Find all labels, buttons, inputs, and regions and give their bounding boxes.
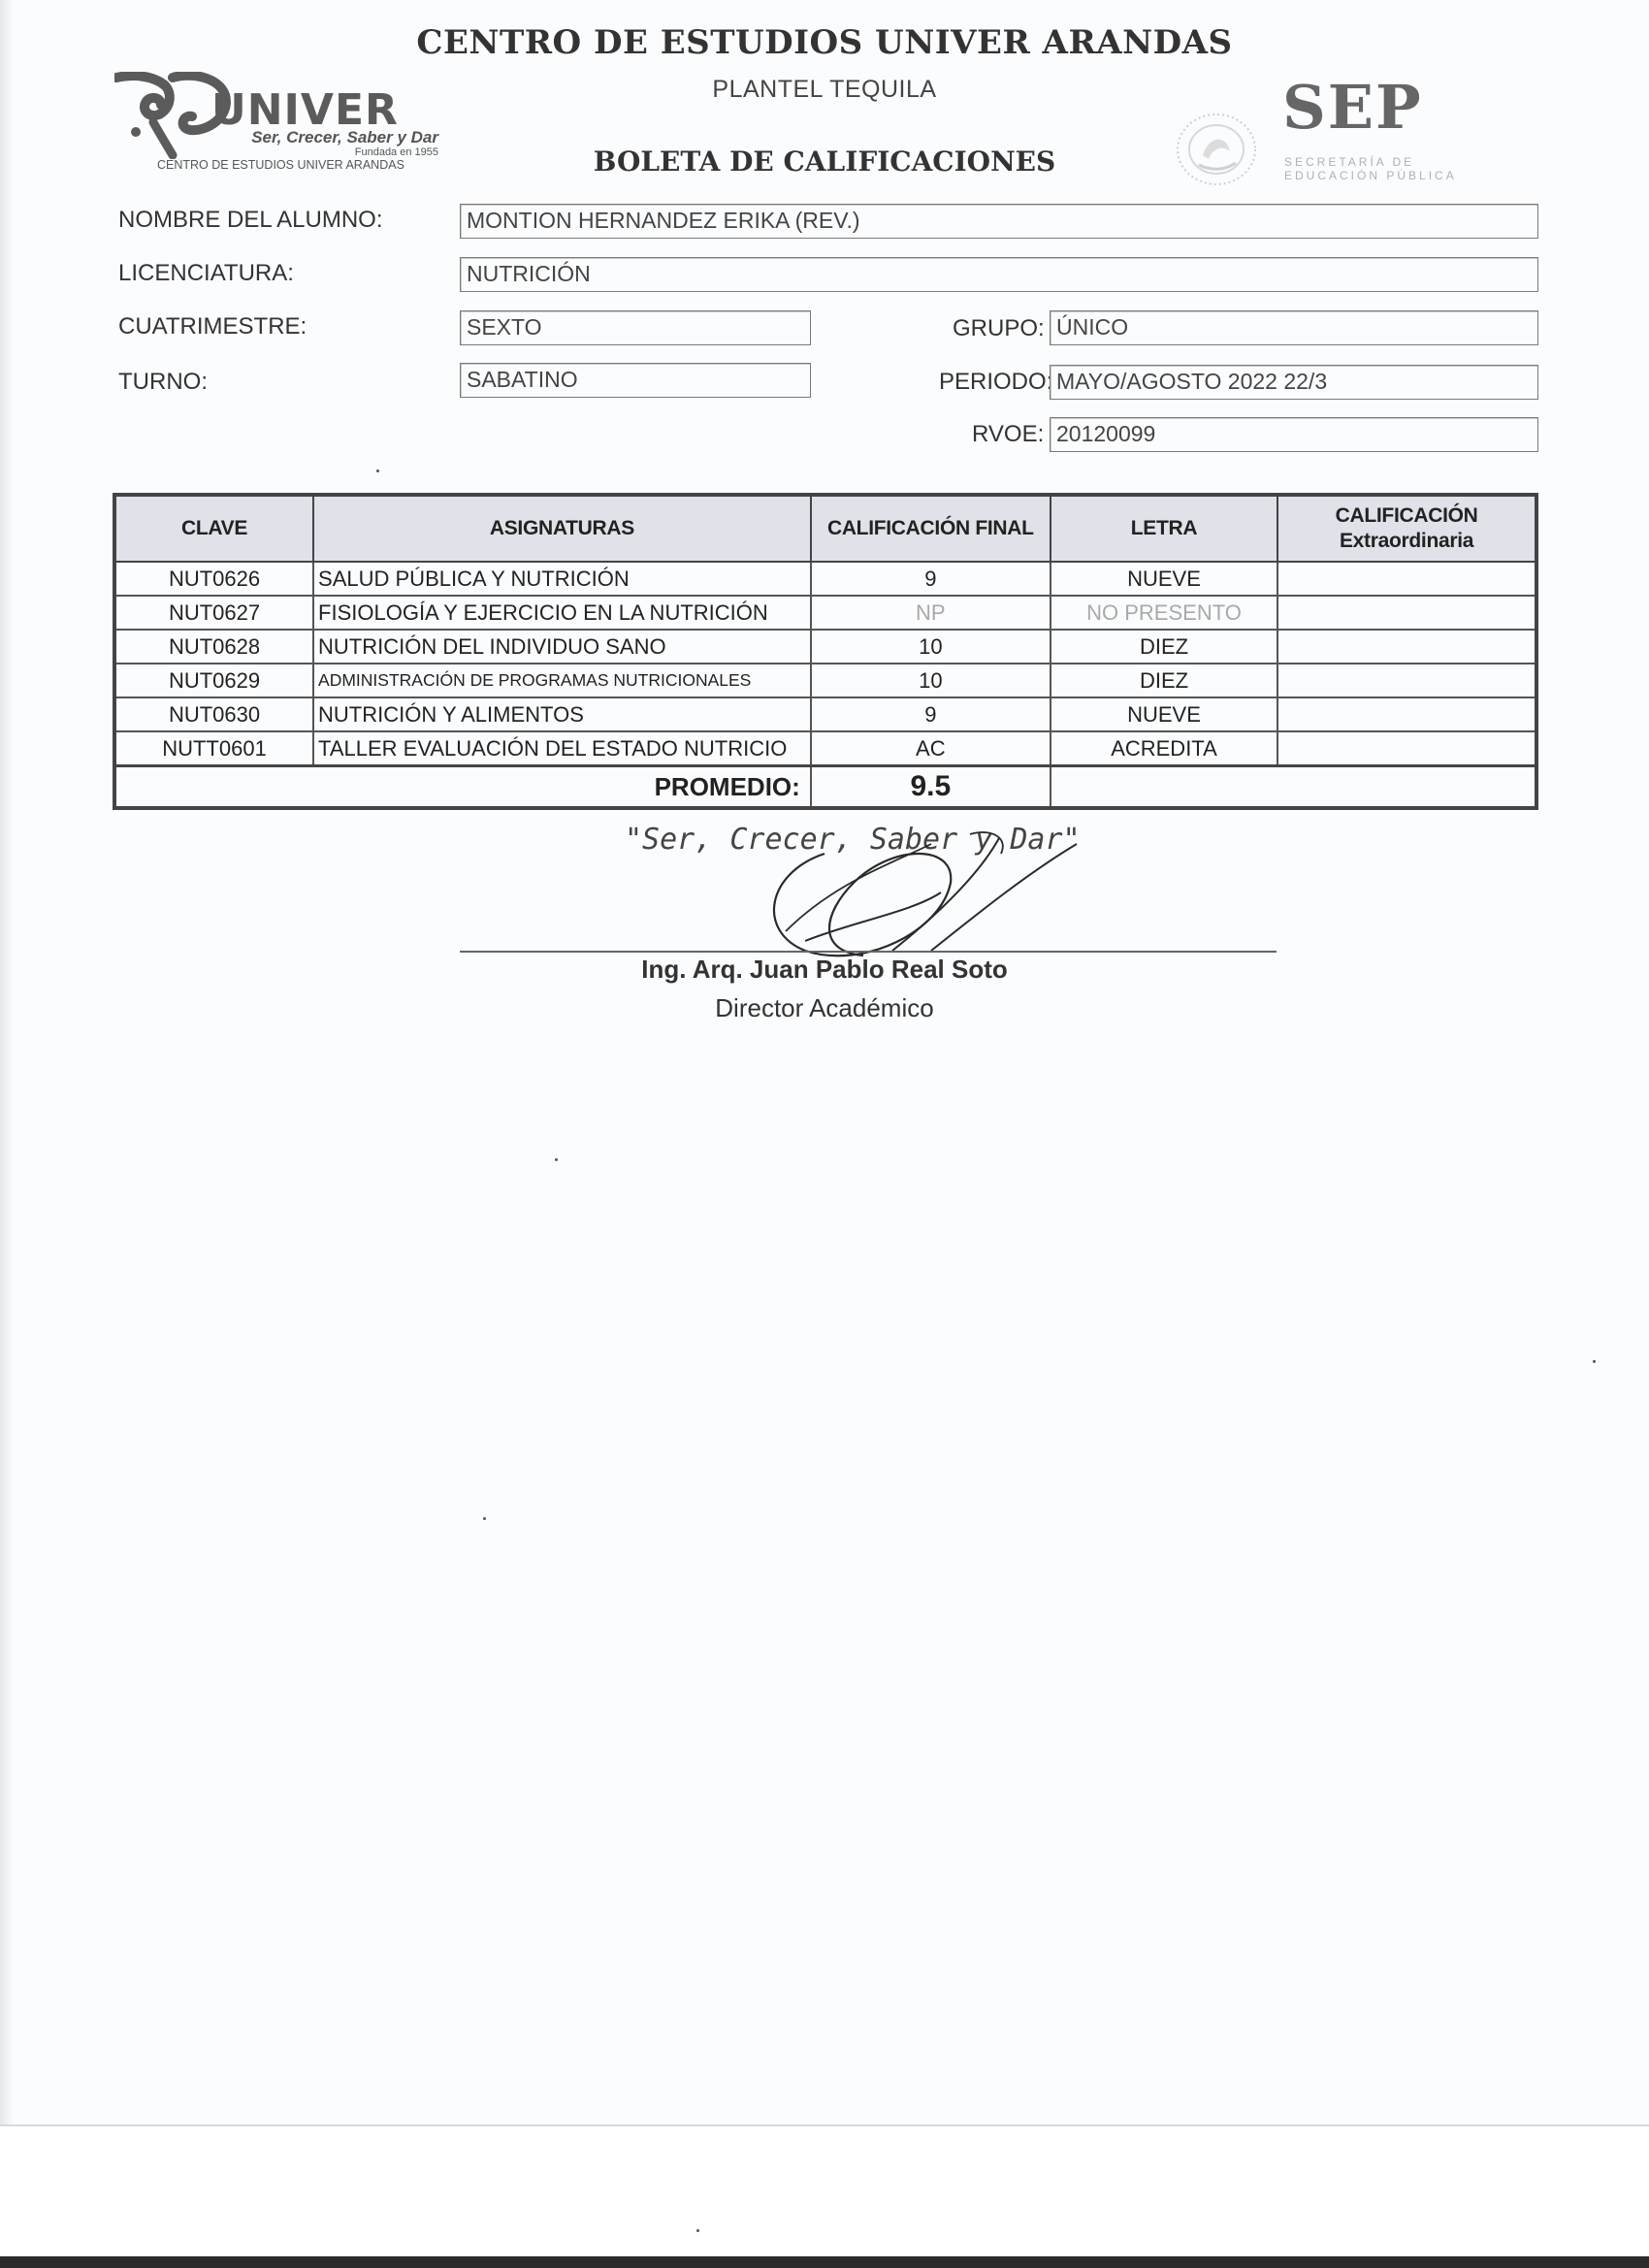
cell-letter: DIEZ: [1051, 630, 1277, 664]
table-row: [114, 630, 1536, 664]
sep-subtitle: SECRETARÍA DE EDUCACIÓN PÚBLICA: [1284, 155, 1457, 182]
column-header-key: CLAVE: [114, 495, 313, 562]
table-row: [114, 697, 1536, 731]
degree-field: NUTRICIÓN: [460, 257, 1538, 292]
cell-key: NUT0629: [114, 664, 313, 697]
scan-speck: [376, 470, 379, 472]
cell-letter: NO PRESENTO: [1051, 596, 1277, 630]
cell-final: 10: [811, 630, 1051, 664]
table-row: [114, 562, 1536, 596]
period-field: MAYO/AGOSTO 2022 22/3: [1050, 365, 1538, 400]
scan-speck: [483, 1517, 486, 1520]
signer-name: Ing. Arq. Juan Pablo Real Soto: [641, 955, 1008, 984]
scan-bottom-edge: [0, 2256, 1649, 2268]
cell-subject: FISIOLOGÍA Y EJERCICIO EN LA NUTRICIÓN: [313, 596, 811, 630]
column-header-letter: LETRA: [1051, 495, 1277, 562]
table-row: [114, 664, 1536, 697]
cell-key: NUT0626: [114, 562, 313, 596]
cell-letter: NUEVE: [1051, 562, 1277, 596]
sep-wordmark: SEP: [1282, 72, 1423, 143]
cell-extra: [1277, 630, 1536, 664]
scan-speck: [1593, 1360, 1596, 1363]
table-header-row: [114, 495, 1536, 562]
shift-field: SABATINO: [460, 363, 811, 398]
cell-subject: SALUD PÚBLICA Y NUTRICIÓN: [313, 562, 811, 596]
cell-final: 9: [811, 697, 1051, 731]
group-label: GRUPO:: [953, 315, 1045, 341]
cell-subject: ADMINISTRACIÓN DE PROGRAMAS NUTRICIONALES: [313, 664, 811, 697]
signer-role: Director Académico: [715, 993, 934, 1022]
average-row: [114, 766, 1536, 809]
column-header-extraordinary-line2: Extraordinaria: [1339, 530, 1474, 552]
period-label: PERIODO:: [939, 369, 1053, 395]
univer-founded: Fundada en 1955: [354, 146, 438, 158]
national-seal-icon: [1170, 107, 1263, 188]
cell-extra: [1277, 596, 1536, 630]
cell-letter: NUEVE: [1051, 697, 1277, 731]
column-header-subject: ASIGNATURAS: [313, 495, 811, 562]
term-label: CUATRIMESTRE:: [118, 313, 307, 340]
cell-final: AC: [811, 731, 1051, 766]
column-header-extraordinary-line1: CALIFICACIÓN: [1335, 504, 1478, 527]
cell-extra: [1277, 731, 1536, 766]
cell-subject: TALLER EVALUACIÓN DEL ESTADO NUTRICIO: [313, 731, 811, 766]
shift-label: TURNO:: [118, 369, 208, 395]
campus-name: PLANTEL TEQUILA: [712, 76, 937, 103]
average-value: 9.5: [811, 766, 1051, 809]
term-field: SEXTO: [460, 310, 811, 345]
cell-key: NUT0627: [114, 596, 313, 630]
school-name: CENTRO DE ESTUDIOS UNIVER ARANDAS: [416, 23, 1233, 62]
group-field: ÚNICO: [1050, 310, 1538, 345]
cell-extra: [1277, 697, 1536, 731]
table-row: [114, 596, 1536, 630]
cell-letter: DIEZ: [1051, 664, 1277, 697]
cell-key: NUTT0601: [114, 731, 313, 766]
average-label: PROMEDIO:: [114, 766, 811, 809]
motto: "Ser, Crecer, Saber y Dar": [625, 823, 1081, 857]
cell-key: NUT0628: [114, 630, 313, 664]
signature-line: [460, 951, 1277, 953]
cell-extra: [1277, 664, 1536, 697]
rvoe-field: 20120099: [1050, 417, 1538, 452]
univer-wordmark: UNIVER: [211, 85, 399, 135]
cell-extra: [1277, 562, 1536, 596]
cell-subject: NUTRICIÓN Y ALIMENTOS: [313, 697, 811, 731]
scan-speck: [696, 2229, 699, 2232]
document-title: BOLETA DE CALIFICACIONES: [593, 146, 1056, 178]
column-header-extraordinary: [1277, 495, 1536, 562]
cell-final: NP: [811, 596, 1051, 630]
rvoe-label: RVOE:: [972, 421, 1045, 447]
student-name-field: MONTION HERNANDEZ ERIKA (REV.): [460, 204, 1538, 239]
sep-logo: [1164, 72, 1513, 194]
average-empty-cell: [1051, 766, 1536, 809]
column-header-final: CALIFICACIÓN FINAL: [811, 495, 1051, 562]
cell-subject: NUTRICIÓN DEL INDIVIDUO SANO: [313, 630, 811, 664]
grades-table: [113, 493, 1538, 810]
cell-final: 10: [811, 664, 1051, 697]
table-row: [114, 731, 1536, 766]
cell-letter: ACREDITA: [1051, 731, 1277, 766]
scan-margin: [0, 2126, 1649, 2268]
univer-slogan: Ser, Crecer, Saber y Dar: [251, 128, 438, 146]
cell-key: NUT0630: [114, 697, 313, 731]
scan-speck: [555, 1158, 558, 1161]
cell-final: 9: [811, 562, 1051, 596]
univer-logo: [114, 72, 444, 178]
univer-subtitle: CENTRO DE ESTUDIOS UNIVER ARANDAS: [157, 158, 404, 172]
student-name-label: NOMBRE DEL ALUMNO:: [118, 207, 383, 233]
degree-label: LICENCIATURA:: [118, 260, 294, 286]
paper-left-edge: [0, 0, 14, 2124]
